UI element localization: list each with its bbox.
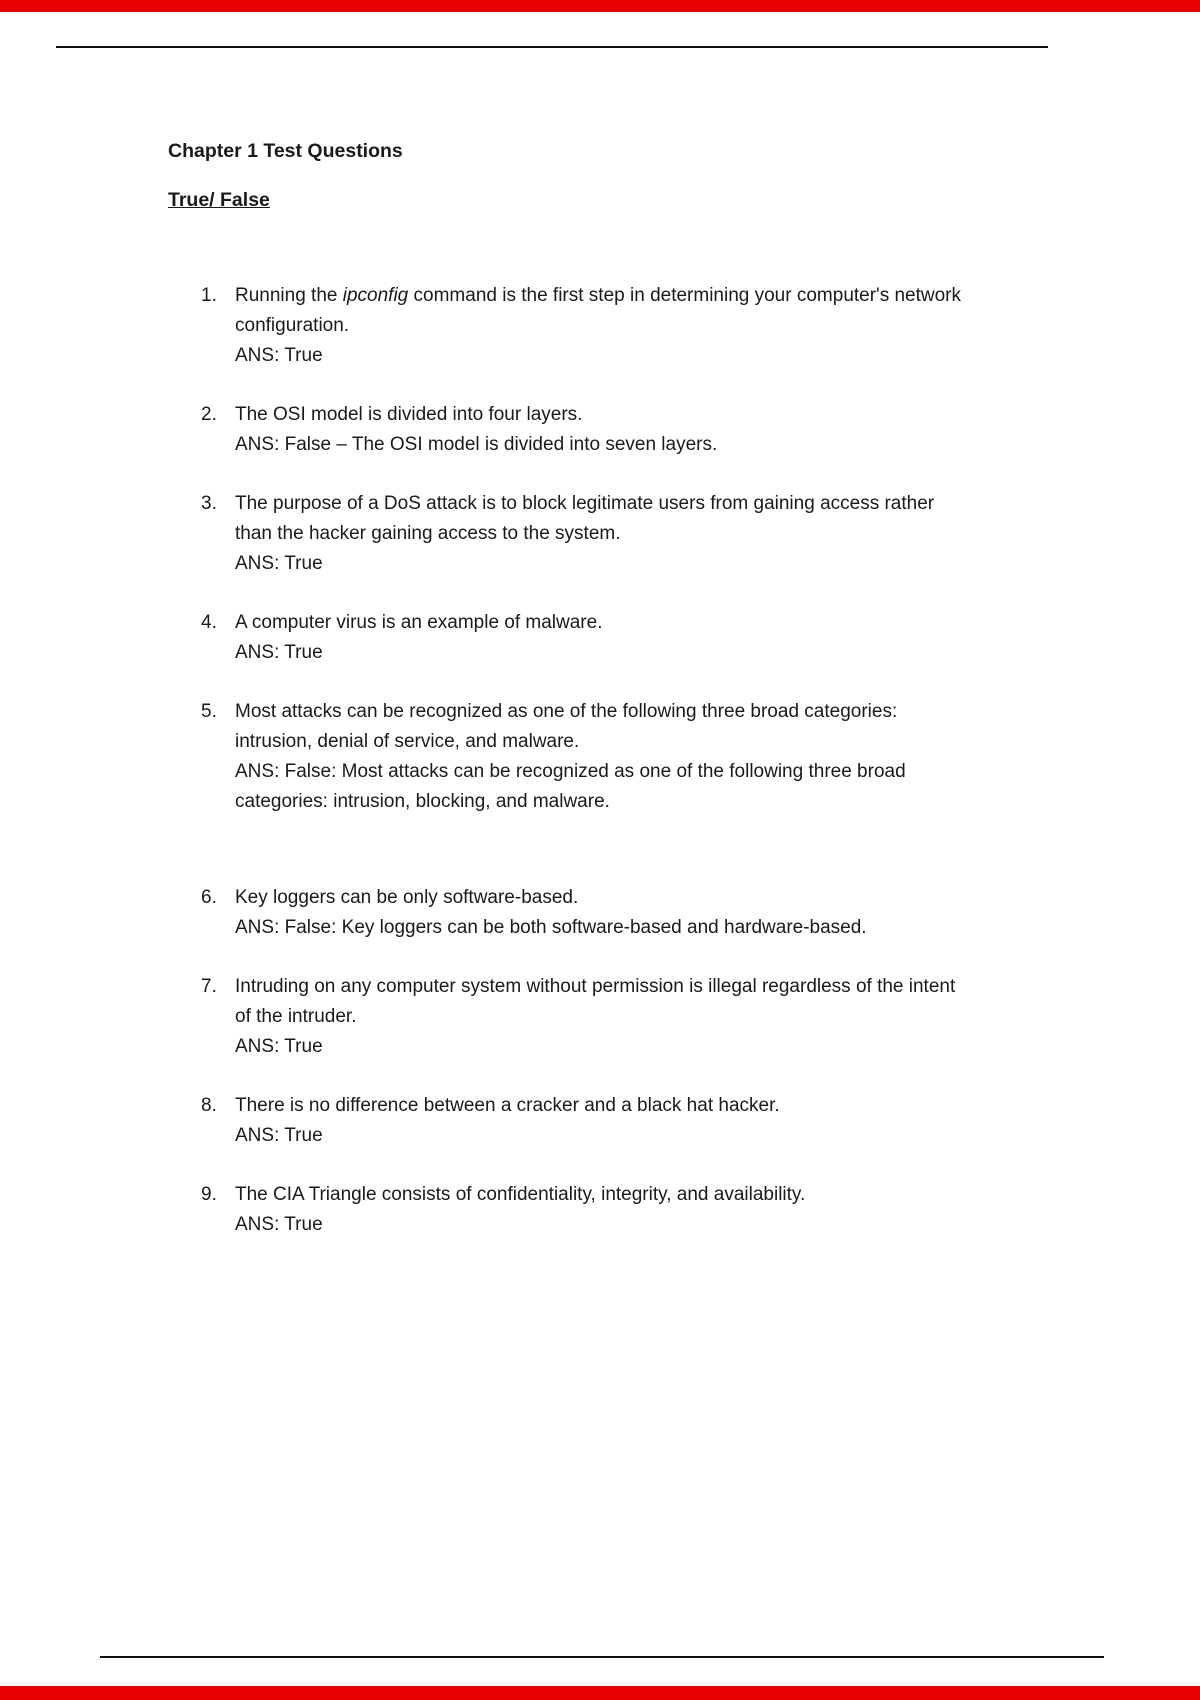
question-answer: ANS: False: Most attacks can be recognized as one of the following three broad categories: intrusion, blocking, and malware. — [235, 761, 906, 812]
question-text — [235, 400, 967, 430]
question-body — [235, 489, 967, 579]
question-body — [235, 697, 967, 817]
question-item — [168, 883, 998, 943]
question-item — [168, 1091, 998, 1151]
top-red-border — [0, 0, 1200, 12]
question-answer: ANS: False – The OSI model is divided into seven layers. — [235, 434, 718, 455]
question-answer: ANS: False: Key loggers can be both software-based and hardware-based. — [235, 917, 867, 938]
question-body — [235, 1180, 967, 1240]
question-number: 7. — [201, 976, 217, 997]
question-text-segment: Most attacks can be recognized as one of the following three broad categories: intrusion, denial of service, and malware. — [235, 701, 898, 752]
section-heading: True/ False — [168, 189, 270, 211]
question-text-segment: A computer virus is an example of malware. — [235, 612, 603, 633]
question-list — [168, 281, 998, 1240]
document-content — [168, 136, 998, 1269]
question-answer: ANS: True — [235, 642, 323, 663]
question-text — [235, 972, 967, 1032]
question-text — [235, 1091, 967, 1121]
question-item — [168, 608, 998, 668]
question-number: 8. — [201, 1095, 217, 1116]
bottom-horizontal-rule — [100, 1656, 1104, 1658]
page-title: Chapter 1 Test Questions — [168, 140, 403, 162]
question-text-segment: Intruding on any computer system without permission is illegal regardless of the intent of the intruder. — [235, 976, 956, 1027]
question-number: 5. — [201, 701, 217, 722]
question-text — [235, 697, 967, 757]
question-text — [235, 608, 967, 638]
question-item — [168, 489, 998, 579]
question-text-segment: Key loggers can be only software-based. — [235, 887, 579, 908]
question-number: 6. — [201, 887, 217, 908]
question-answer: ANS: True — [235, 1125, 323, 1146]
question-number: 1. — [201, 285, 217, 306]
question-text-segment: command is the first step in determining your computer's network configuration. — [235, 285, 961, 336]
question-text-segment: The purpose of a DoS attack is to block legitimate users from gaining access rather than the hacker gaining access to the system. — [235, 493, 935, 544]
question-text — [235, 1180, 967, 1210]
question-body — [235, 608, 967, 668]
question-body — [235, 400, 967, 460]
question-number: 4. — [201, 612, 217, 633]
question-answer: ANS: True — [235, 1036, 323, 1057]
question-text-italic: ipconfig — [342, 285, 409, 306]
question-number: 3. — [201, 493, 217, 514]
question-text — [235, 883, 967, 913]
question-answer: ANS: True — [235, 345, 323, 366]
question-item — [168, 697, 998, 817]
question-body — [235, 281, 967, 371]
top-horizontal-rule — [56, 46, 1048, 48]
question-item — [168, 1180, 998, 1240]
bottom-red-border — [0, 1686, 1200, 1700]
question-text-segment: There is no difference between a cracker and a black hat hacker. — [235, 1095, 780, 1116]
question-text — [235, 281, 967, 341]
question-item — [168, 281, 998, 371]
question-text — [235, 489, 967, 549]
question-body — [235, 1091, 967, 1151]
question-number: 9. — [201, 1184, 217, 1205]
question-body — [235, 883, 967, 943]
question-answer: ANS: True — [235, 1214, 323, 1235]
question-body — [235, 972, 967, 1062]
question-text-segment: The CIA Triangle consists of confidentiality, integrity, and availability. — [235, 1184, 806, 1205]
question-text-segment: Running the — [235, 285, 343, 306]
question-answer: ANS: True — [235, 553, 323, 574]
question-item — [168, 972, 998, 1062]
question-item — [168, 400, 998, 460]
question-number: 2. — [201, 404, 217, 425]
question-text-segment: The OSI model is divided into four layers. — [235, 404, 583, 425]
